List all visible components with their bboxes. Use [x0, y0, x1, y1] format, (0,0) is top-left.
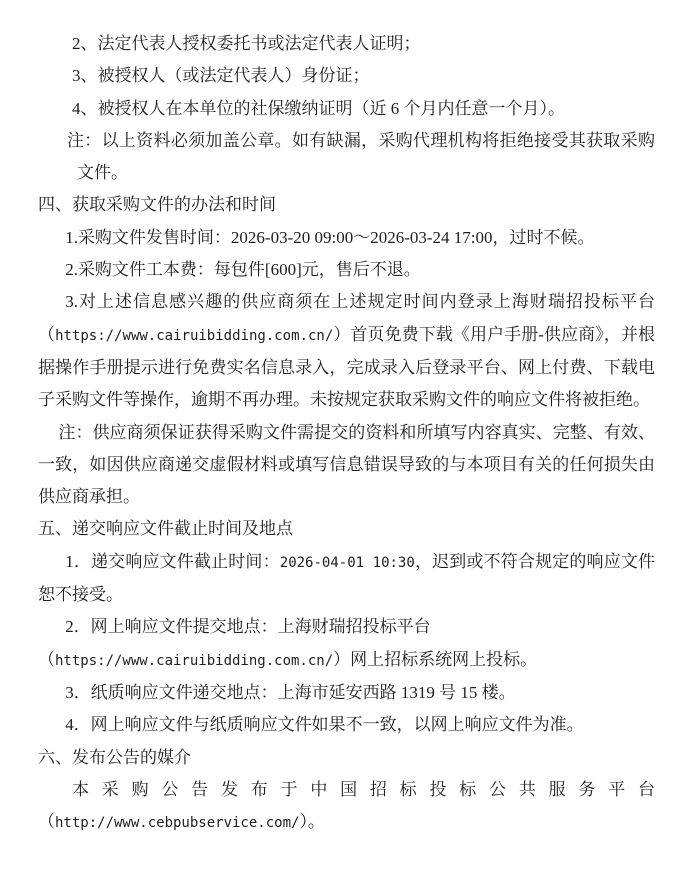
item-text-after-url: ）网上招标系统网上投标。 — [333, 649, 538, 669]
item-text-after-datetime: ，迟到或不符合规定的响应文件恕不接受。 — [38, 551, 656, 605]
bidding-platform-url: https://www.cairuibidding.com.cn/ — [55, 652, 334, 669]
body-text-after-url: ）。 — [299, 812, 325, 832]
qualification-item-3: 3、被授权人（或法定代表人）身份证； — [72, 66, 370, 86]
section-five-item-4: 4．网上响应文件与纸质响应文件如果不一致，以网上响应文件为准。 — [65, 715, 584, 735]
qualification-item-4: 4、被授权人在本单位的社保缴纳证明（近 6 个月内任意一个月）。 — [72, 98, 565, 118]
section-four-item-3 — [38, 286, 655, 416]
section-five-heading: 五、递交响应文件截止时间及地点 — [38, 519, 293, 539]
section-five-item-3: 3．纸质响应文件递交地点：上海市延安西路 1319 号 15 楼。 — [65, 682, 516, 702]
section-four-note: 注：供应商须保证获得采购文件需提交的资料和所填写内容真实、完整、有效、一致，如因供应商递交虚假材料或填写信息错误导致的与本项目有关的任何损失由供应商承担。 — [38, 422, 655, 507]
submission-deadline-datetime: 2026-04-01 10:30 — [279, 554, 415, 571]
item-text-before-url: 3.对上述信息感兴趣的供应商须在上述规定时间内登录上海财瑞招投标平台（ — [38, 292, 655, 344]
bidding-platform-url: https://www.cairuibidding.com.cn/ — [55, 327, 334, 344]
item-text-before-url: 2．网上响应文件提交地点：上海财瑞招投标平台（ — [38, 617, 431, 669]
section-five-item-1 — [38, 546, 655, 612]
section-five-item-2 — [38, 611, 655, 677]
item-text-after-url: ）首页免费下载《用户手册-供应商》，并根据操作手册提示进行免费实名信息录入，完成录入后登录平台、网上付费、下载电子采购文件等操作，逾期不再办理。未按规定获取采购文件的响应文件将被拒绝。 — [38, 324, 656, 410]
section-four-heading: 四、获取采购文件的办法和时间 — [38, 195, 276, 215]
qualification-item-2: 2、法定代表人授权委托书或法定代表人证明； — [72, 34, 421, 53]
item-text-before-datetime: 1．递交响应文件截止时间： — [65, 551, 280, 571]
section-six-heading: 六、发布公告的媒介 — [38, 747, 191, 767]
qualification-note: 注：以上资料必须加盖公章。如有缺漏，采购代理机构将拒绝接受其获取采购文件。 — [67, 130, 655, 183]
publication-media-url: http://www.cebpubservice.com/ — [55, 815, 300, 832]
body-text-before-url: 本采购公告发布于中国招标投标公共服务平台（ — [38, 779, 655, 832]
section-six-body — [38, 774, 655, 840]
section-four-item-2: 2.采购文件工本费：每包件[600]元，售后不退。 — [65, 260, 421, 280]
section-four-item-1: 1.采购文件发售时间：2026-03-20 09:00～2026-03-24 17:00，过时不候。 — [65, 227, 595, 247]
